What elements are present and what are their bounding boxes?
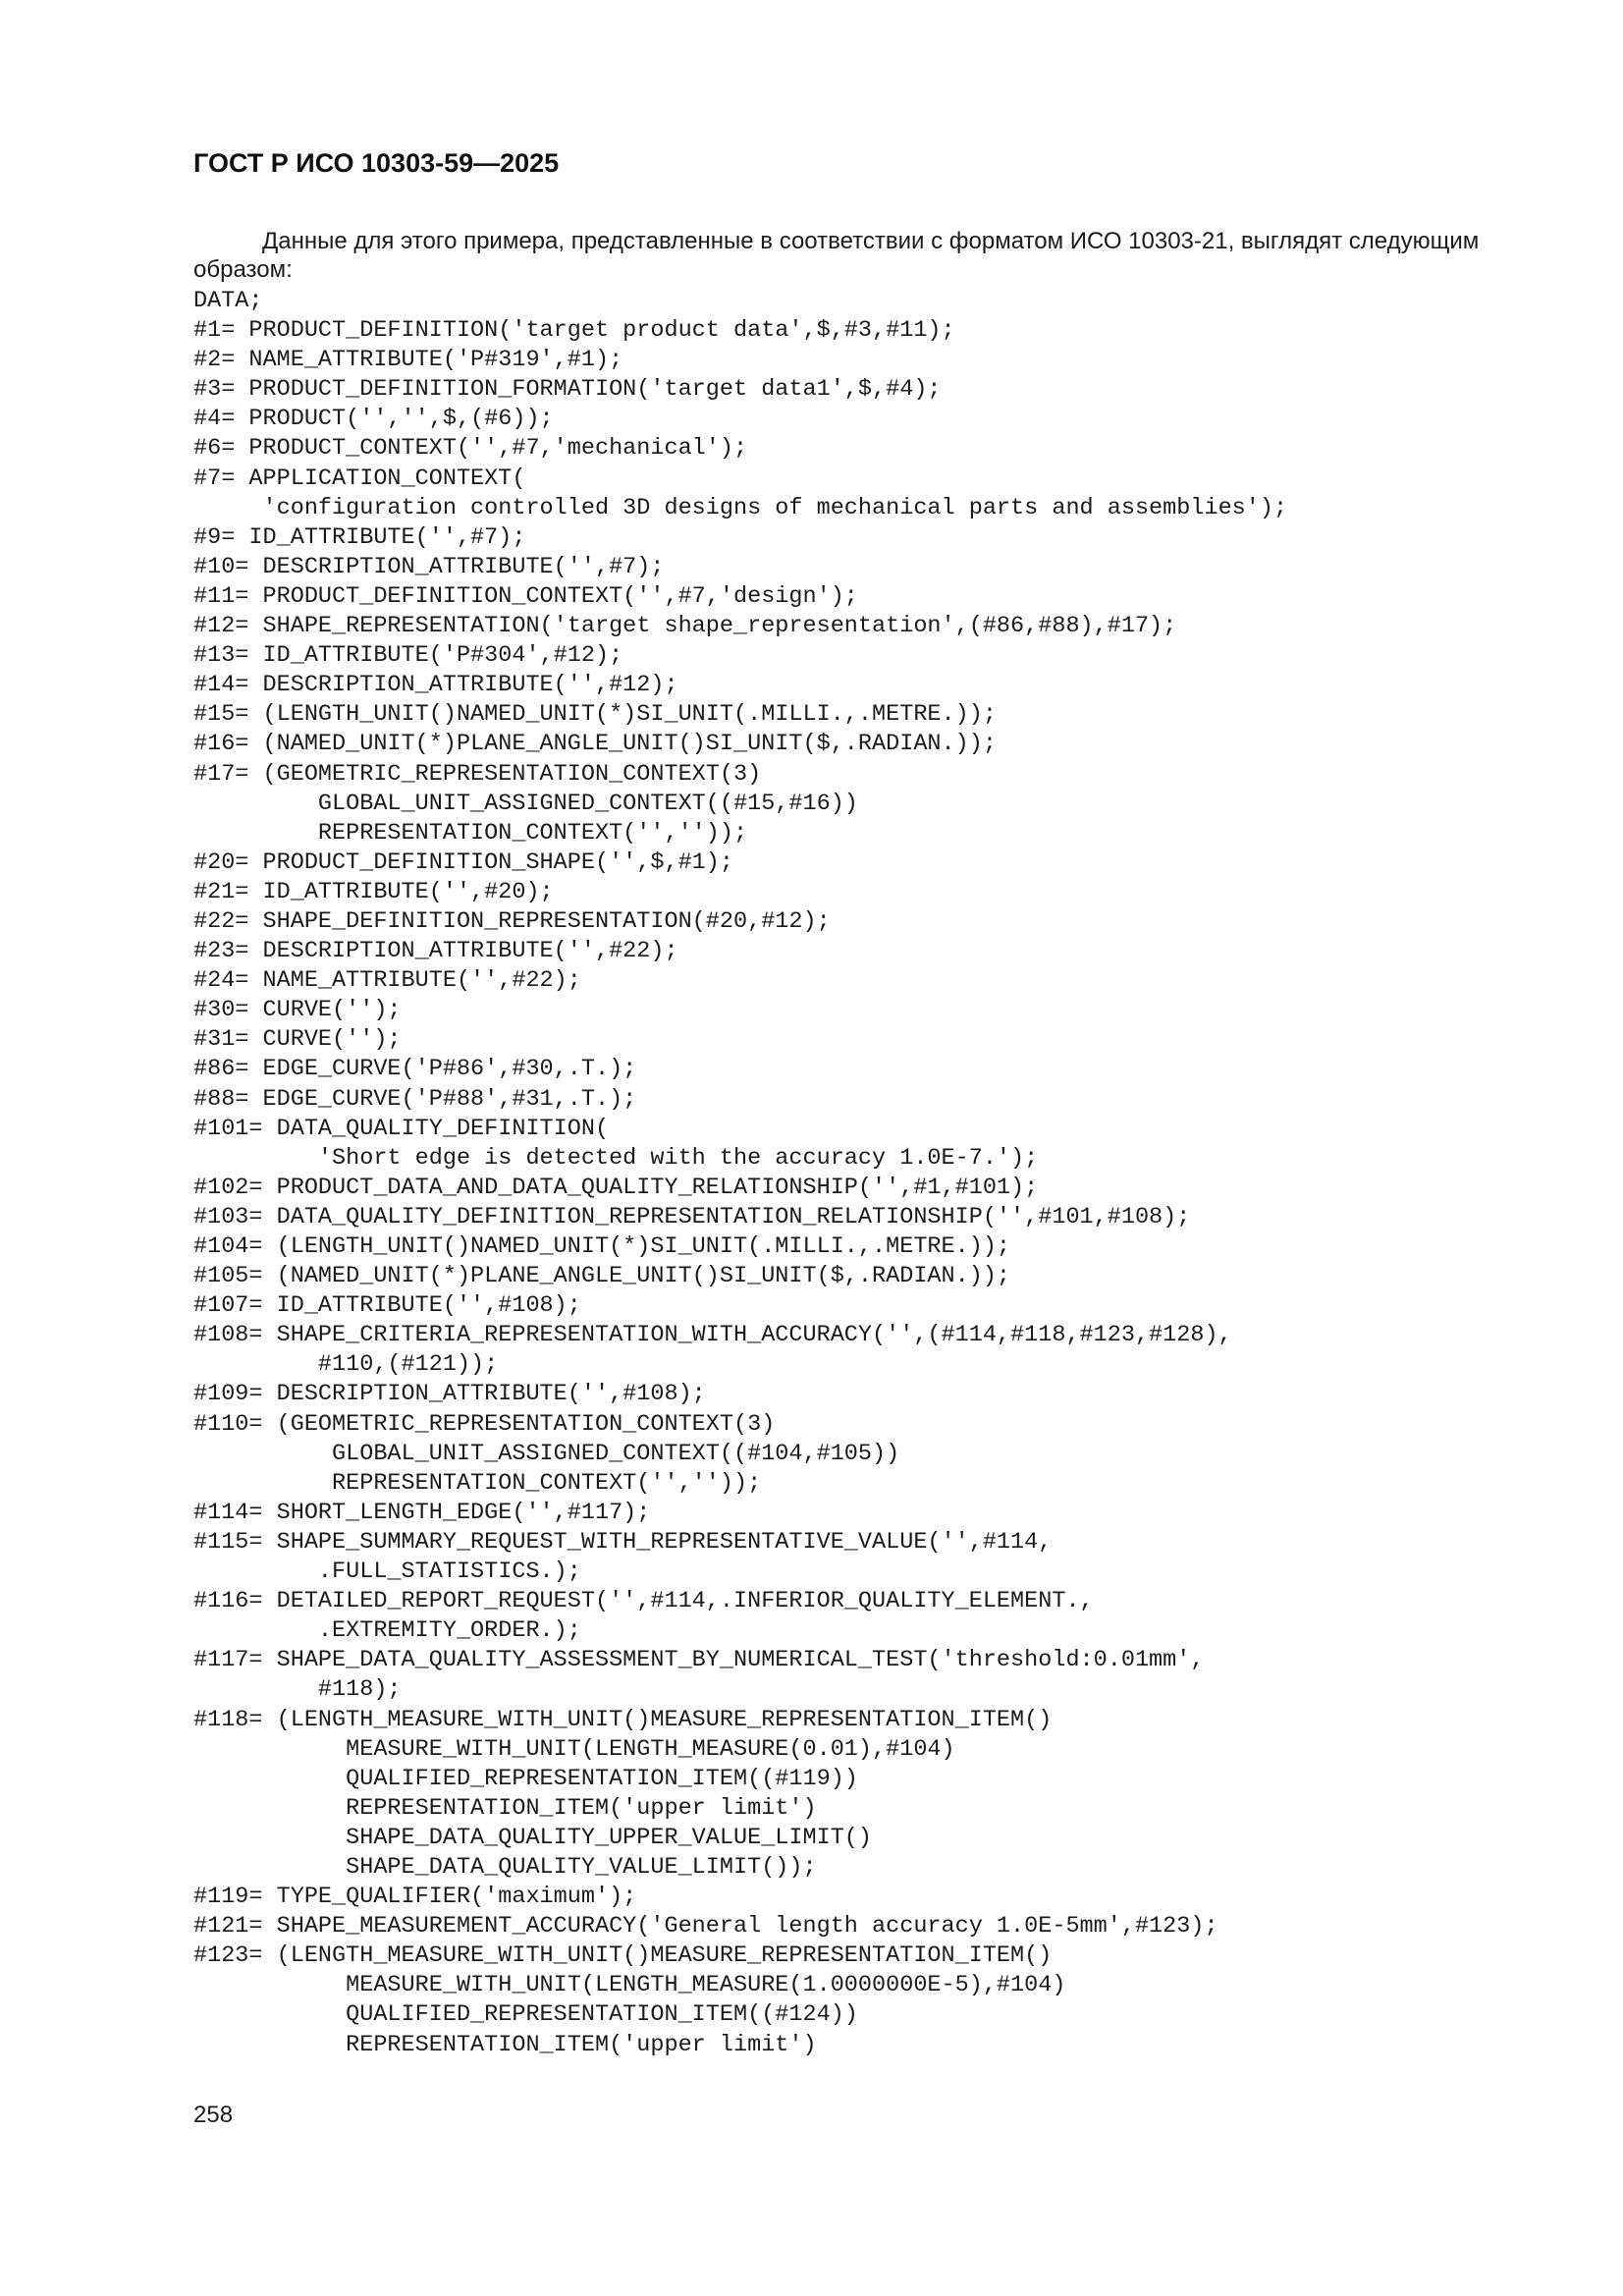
code-line: #118); xyxy=(193,1676,402,1704)
code-line: #7= APPLICATION_CONTEXT( xyxy=(193,465,526,492)
code-line: #123= (LENGTH_MEASURE_WITH_UNIT()MEASURE_REPRESENTATION_ITEM() xyxy=(193,1942,1053,1970)
code-line: QUALIFIED_REPRESENTATION_ITEM((#124)) xyxy=(193,2001,858,2029)
code-line: #17= (GEOMETRIC_REPRESENTATION_CONTEXT(3) xyxy=(193,760,762,788)
code-line: #104= (LENGTH_UNIT()NAMED_UNIT(*)SI_UNIT(.MILLI.,.METRE.)); xyxy=(193,1233,1011,1260)
code-line: MEASURE_WITH_UNIT(LENGTH_MEASURE(1.0000000E-5),#104) xyxy=(193,1972,1066,1999)
code-line: GLOBAL_UNIT_ASSIGNED_CONTEXT((#15,#16)) xyxy=(193,790,858,817)
code-line: #118= (LENGTH_MEASURE_WITH_UNIT()MEASURE_REPRESENTATION_ITEM() xyxy=(193,1706,1053,1733)
code-line: #13= ID_ATTRIBUTE('P#304',#12); xyxy=(193,642,623,670)
code-line: #116= DETAILED_REPORT_REQUEST('',#114,.INFERIOR_QUALITY_ELEMENT., xyxy=(193,1588,1094,1615)
code-line: #107= ID_ATTRIBUTE('',#108); xyxy=(193,1292,581,1320)
code-line: #119= TYPE_QUALIFIER('maximum'); xyxy=(193,1884,637,1911)
code-line: #11= PRODUCT_DEFINITION_CONTEXT('',#7,'design'); xyxy=(193,582,858,610)
code-line: #108= SHAPE_CRITERIA_REPRESENTATION_WITH_ACCURACY('',(#114,#118,#123,#128), xyxy=(193,1322,1232,1349)
code-line: #1= PRODUCT_DEFINITION('target product data',$,#3,#11); xyxy=(193,317,955,345)
code-line: #101= DATA_QUALITY_DEFINITION( xyxy=(193,1115,610,1142)
code-line: MEASURE_WITH_UNIT(LENGTH_MEASURE(0.01),#104) xyxy=(193,1735,955,1763)
code-line: #103= DATA_QUALITY_DEFINITION_REPRESENTATION_RELATIONSHIP('',#101,#108); xyxy=(193,1203,1191,1230)
code-line: REPRESENTATION_CONTEXT('','')); xyxy=(193,1469,762,1497)
page-number: 258 xyxy=(193,2102,234,2128)
code-listing xyxy=(193,287,1287,2060)
code-line: #22= SHAPE_DEFINITION_REPRESENTATION(#20,#12); xyxy=(193,907,831,935)
code-line: #121= SHAPE_MEASUREMENT_ACCURACY('General length accuracy 1.0E-5mm',#123); xyxy=(193,1913,1218,1941)
code-line: #110,(#121)); xyxy=(193,1351,499,1379)
code-line: SHAPE_DATA_QUALITY_VALUE_LIMIT()); xyxy=(193,1853,817,1881)
code-line: #16= (NAMED_UNIT(*)PLANE_ANGLE_UNIT()SI_UNIT($,.RADIAN.)); xyxy=(193,731,997,758)
code-line: #2= NAME_ATTRIBUTE('P#319',#1); xyxy=(193,347,623,374)
code-line: REPRESENTATION_ITEM('upper limit') xyxy=(193,2031,817,2058)
code-line: REPRESENTATION_CONTEXT('','')); xyxy=(193,819,748,847)
intro-text: Данные для этого примера, представленные в соответствии с форматом ИСО 10303-21, выглядят следующим образом: xyxy=(193,228,1480,283)
code-line: #115= SHAPE_SUMMARY_REQUEST_WITH_REPRESENTATIVE_VALUE('',#114, xyxy=(193,1528,1053,1556)
code-line: #31= CURVE(''); xyxy=(193,1026,402,1054)
code-line: #12= SHAPE_REPRESENTATION('target shape_representation',(#86,#88),#17); xyxy=(193,613,1177,640)
code-line: 'Short edge is detected with the accuracy 1.0E-7.'); xyxy=(193,1144,1039,1172)
code-line: QUALIFIED_REPRESENTATION_ITEM((#119)) xyxy=(193,1765,858,1792)
code-line: #88= EDGE_CURVE('P#88',#31,.T.); xyxy=(193,1085,637,1113)
code-line: #105= (NAMED_UNIT(*)PLANE_ANGLE_UNIT()SI_UNIT($,.RADIAN.)); xyxy=(193,1263,1011,1290)
code-line: #4= PRODUCT('','',$,(#6)); xyxy=(193,406,554,433)
code-line: #102= PRODUCT_DATA_AND_DATA_QUALITY_RELATIONSHIP('',#1,#101); xyxy=(193,1174,1039,1201)
code-line: #10= DESCRIPTION_ATTRIBUTE('',#7); xyxy=(193,553,665,580)
code-line: REPRESENTATION_ITEM('upper limit') xyxy=(193,1794,817,1822)
code-line: #23= DESCRIPTION_ATTRIBUTE('',#22); xyxy=(193,938,678,965)
code-line: .EXTREMITY_ORDER.); xyxy=(193,1617,581,1645)
code-line: #20= PRODUCT_DEFINITION_SHAPE('',$,#1); xyxy=(193,848,733,876)
code-line: 'configuration controlled 3D designs of mechanical parts and assemblies'); xyxy=(193,494,1288,521)
code-line: DATA; xyxy=(193,288,263,314)
code-line: #86= EDGE_CURVE('P#86',#30,.T.); xyxy=(193,1056,637,1083)
code-line: .FULL_STATISTICS.); xyxy=(193,1558,581,1586)
code-line: #110= (GEOMETRIC_REPRESENTATION_CONTEXT(3) xyxy=(193,1410,776,1438)
code-line: #15= (LENGTH_UNIT()NAMED_UNIT(*)SI_UNIT(.MILLI.,.METRE.)); xyxy=(193,701,997,729)
code-line: #109= DESCRIPTION_ATTRIBUTE('',#108); xyxy=(193,1381,706,1408)
code-line: SHAPE_DATA_QUALITY_UPPER_VALUE_LIMIT() xyxy=(193,1824,873,1851)
code-line: #24= NAME_ATTRIBUTE('',#22); xyxy=(193,967,581,995)
code-line: #114= SHORT_LENGTH_EDGE('',#117); xyxy=(193,1499,651,1526)
code-line: #117= SHAPE_DATA_QUALITY_ASSESSMENT_BY_NUMERICAL_TEST('threshold:0.01mm', xyxy=(193,1647,1205,1674)
document-header: ГОСТ Р ИСО 10303-59—2025 xyxy=(193,148,560,178)
code-line: #21= ID_ATTRIBUTE('',#20); xyxy=(193,878,554,905)
code-line: #6= PRODUCT_CONTEXT('',#7,'mechanical'); xyxy=(193,435,748,463)
code-line: GLOBAL_UNIT_ASSIGNED_CONTEXT((#104,#105)) xyxy=(193,1440,900,1467)
code-line: #14= DESCRIPTION_ATTRIBUTE('',#12); xyxy=(193,672,678,699)
code-line: #3= PRODUCT_DEFINITION_FORMATION('target data1',$,#4); xyxy=(193,376,942,404)
code-line: #9= ID_ATTRIBUTE('',#7); xyxy=(193,523,526,551)
intro-paragraph xyxy=(193,227,1529,284)
code-line: #30= CURVE(''); xyxy=(193,997,402,1024)
